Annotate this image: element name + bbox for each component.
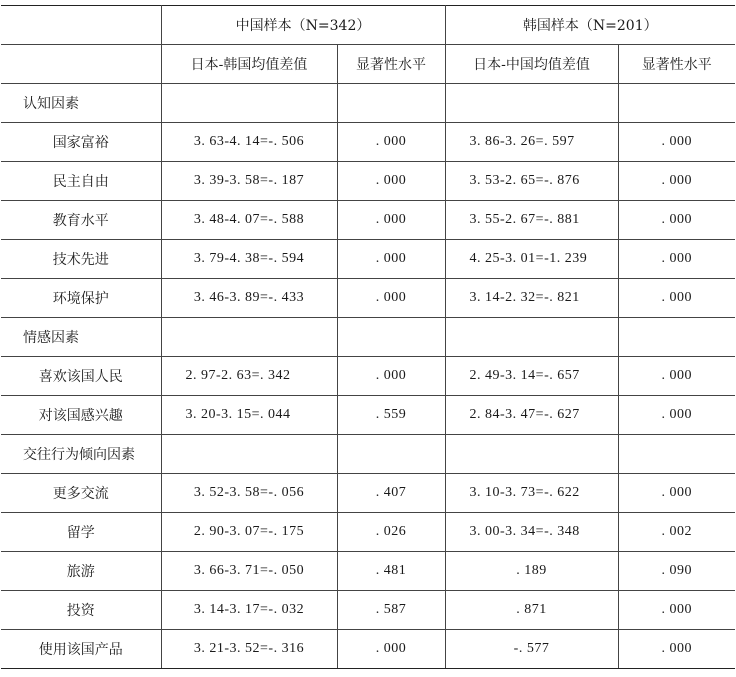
korea-sig-cell: . 000 [618,357,735,396]
korea-diff-cell [445,318,618,357]
table-row [1,630,735,669]
header-group-row [1,6,735,45]
china-sig-cell: . 559 [337,396,445,435]
china-diff-header: 日本-韩国均值差值 [161,45,337,84]
corner-cell [1,45,161,84]
korea-sig-header: 显著性水平 [618,45,735,84]
korea-sig-cell [618,318,735,357]
china-diff-cell [161,84,337,123]
korea-diff-cell: 3. 00-3. 34=-. 348 [445,513,618,552]
china-sig-cell: . 000 [337,123,445,162]
korea-diff-cell: 3. 55-2. 67=-. 881 [445,201,618,240]
row-label: 更多交流 [1,474,161,513]
china-diff-cell: 3. 52-3. 58=-. 056 [161,474,337,513]
section-label: 认知因素 [1,84,161,123]
korea-sig-cell: . 000 [618,240,735,279]
china-sig-cell [337,435,445,474]
table-row [1,552,735,591]
table-row [1,591,735,630]
korea-diff-cell: 3. 86-3. 26=. 597 [445,123,618,162]
korea-sig-cell: . 000 [618,123,735,162]
china-diff-cell: 3. 63-4. 14=-. 506 [161,123,337,162]
china-diff-cell: 3. 79-4. 38=-. 594 [161,240,337,279]
table-row [1,201,735,240]
table-row [1,396,735,435]
korea-sig-cell: . 000 [618,474,735,513]
korea-diff-cell: 3. 14-2. 32=-. 821 [445,279,618,318]
row-label: 使用该国产品 [1,630,161,669]
china-sig-cell: . 587 [337,591,445,630]
china-sig-cell: . 026 [337,513,445,552]
china-diff-cell: 3. 48-4. 07=-. 588 [161,201,337,240]
china-diff-cell [161,318,337,357]
china-sig-cell: . 000 [337,240,445,279]
china-sig-cell: . 481 [337,552,445,591]
korea-sig-cell: . 090 [618,552,735,591]
korea-sig-cell: . 000 [618,162,735,201]
china-sig-cell: . 000 [337,357,445,396]
row-label: 技术先进 [1,240,161,279]
korea-diff-cell: 3. 53-2. 65=-. 876 [445,162,618,201]
section-label: 情感因素 [1,318,161,357]
korea-sig-cell: . 000 [618,591,735,630]
china-diff-cell: 3. 14-3. 17=-. 032 [161,591,337,630]
korea-diff-cell [445,435,618,474]
china-sig-header: 显著性水平 [337,45,445,84]
table-row [1,240,735,279]
korea-sig-cell [618,435,735,474]
section-row [1,435,735,474]
korea-diff-cell: -. 577 [445,630,618,669]
china-sig-cell [337,84,445,123]
korea-diff-cell [445,84,618,123]
korea-diff-header: 日本-中国均值差值 [445,45,618,84]
korea-diff-cell: 3. 10-3. 73=-. 622 [445,474,618,513]
china-sig-cell: . 407 [337,474,445,513]
korea-diff-cell: . 189 [445,552,618,591]
row-label: 喜欢该国人民 [1,357,161,396]
china-sig-cell [337,318,445,357]
korea-sig-cell: . 000 [618,279,735,318]
table-row [1,162,735,201]
china-sig-cell: . 000 [337,279,445,318]
korea-sig-cell: . 000 [618,396,735,435]
china-sig-cell: . 000 [337,630,445,669]
china-diff-cell: 3. 20-3. 15=. 044 [161,396,337,435]
china-sig-cell: . 000 [337,201,445,240]
korea-sample-header: 韩国样本（N=201） [445,6,735,45]
table-row [1,474,735,513]
row-label: 留学 [1,513,161,552]
china-diff-cell: 2. 97-2. 63=. 342 [161,357,337,396]
korea-sig-cell [618,84,735,123]
row-label: 教育水平 [1,201,161,240]
china-diff-cell: 3. 46-3. 89=-. 433 [161,279,337,318]
korea-diff-cell: 4. 25-3. 01=-1. 239 [445,240,618,279]
table-row [1,279,735,318]
china-diff-cell: 2. 90-3. 07=-. 175 [161,513,337,552]
china-sample-header: 中国样本（N=342） [161,6,445,45]
korea-diff-cell: 2. 49-3. 14=-. 657 [445,357,618,396]
row-label: 环境保护 [1,279,161,318]
korea-sig-cell: . 000 [618,630,735,669]
korea-diff-cell: 2. 84-3. 47=-. 627 [445,396,618,435]
korea-sig-cell: . 002 [618,513,735,552]
table-row [1,357,735,396]
korea-sig-cell: . 000 [618,201,735,240]
row-label: 国家富裕 [1,123,161,162]
section-label: 交往行为倾向因素 [1,435,161,474]
corner-cell [1,6,161,45]
table-row [1,123,735,162]
section-row [1,84,735,123]
comparison-table [1,5,735,669]
china-diff-cell: 3. 66-3. 71=-. 050 [161,552,337,591]
header-column-row [1,45,735,84]
row-label: 投资 [1,591,161,630]
china-sig-cell: . 000 [337,162,445,201]
row-label: 民主自由 [1,162,161,201]
china-diff-cell: 3. 39-3. 58=-. 187 [161,162,337,201]
table-row [1,513,735,552]
korea-diff-cell: . 871 [445,591,618,630]
china-diff-cell [161,435,337,474]
row-label: 对该国感兴趣 [1,396,161,435]
row-label: 旅游 [1,552,161,591]
china-diff-cell: 3. 21-3. 52=-. 316 [161,630,337,669]
section-row [1,318,735,357]
